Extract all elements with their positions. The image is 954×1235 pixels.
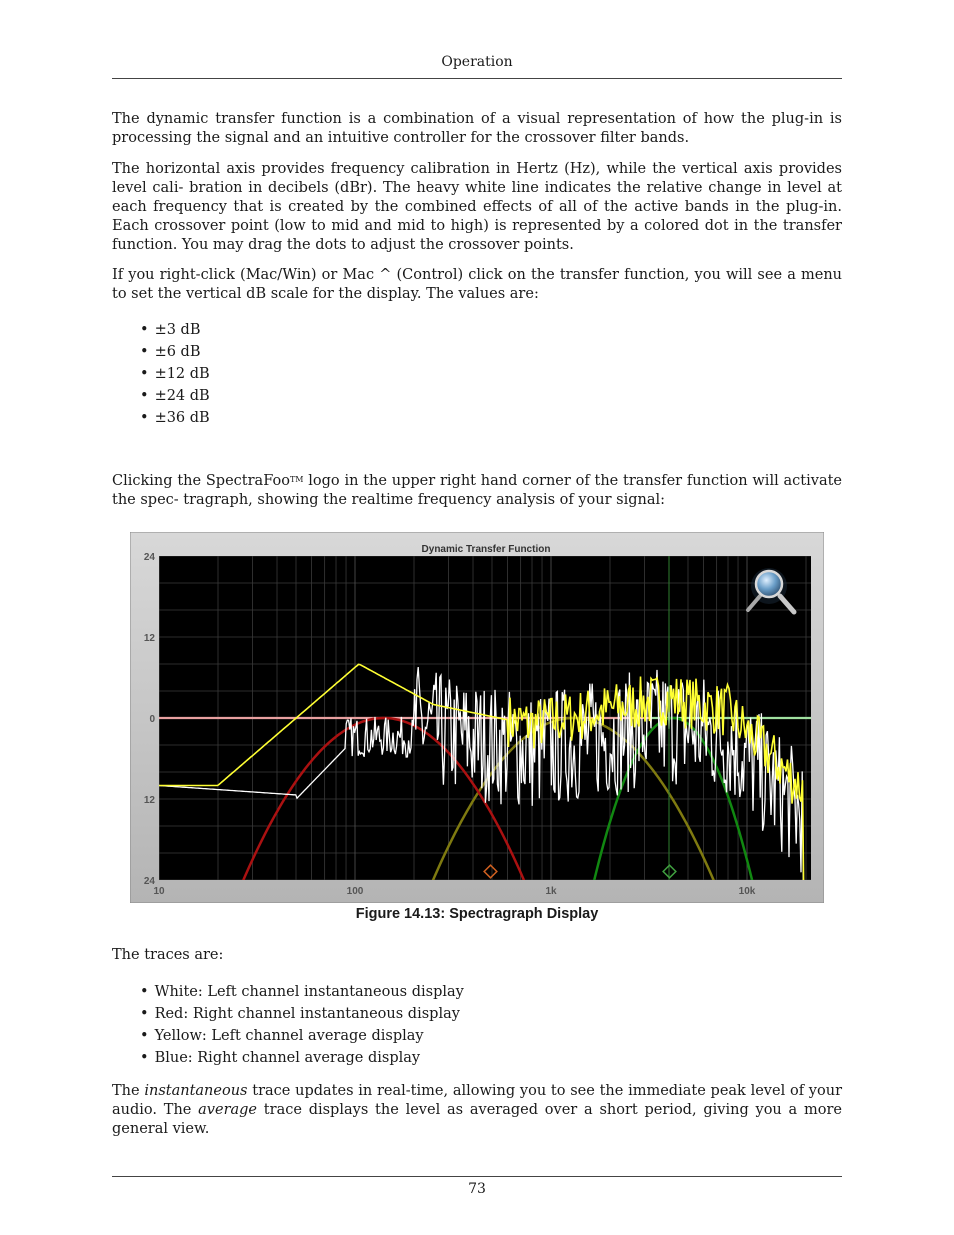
- list-item: • ±3 dB: [140, 319, 210, 341]
- paragraph-traces: The traces are:: [112, 947, 224, 963]
- list-item: • Red: Right channel instantaneous display: [140, 1003, 464, 1025]
- paragraph-spectragraph: [112, 470, 842, 510]
- x-tick-label: 10k: [738, 886, 756, 897]
- footer-rule: [112, 1176, 842, 1177]
- paragraph-intro: The dynamic transfer function is a combination of a visual representation of how the plug-in is processing the signal and an intuitive controller for the crossover filter bands.: [112, 111, 842, 146]
- header-rule: [112, 78, 842, 79]
- y-tick-label: 0: [149, 714, 155, 725]
- y-tick-label: 24: [143, 876, 155, 887]
- list-item: • Blue: Right channel average display: [140, 1047, 464, 1069]
- paragraph-trace-explain: [112, 1082, 842, 1139]
- emphasis-text: average: [198, 1102, 258, 1118]
- trace-list: [140, 981, 464, 1069]
- list-item: • White: Left channel instantaneous display: [140, 981, 464, 1003]
- page-number: 73: [468, 1181, 486, 1197]
- y-tick-label: 12: [143, 633, 155, 644]
- panel-title: Dynamic Transfer Function: [421, 544, 551, 555]
- list-item: • ±36 dB: [140, 407, 210, 429]
- paragraph-axes: The horizontal axis provides frequency calibration in Hertz (Hz), while the vertical axis provides level cali- bration in decibels (dBr). The heavy white line indicates the relative change in level at each frequency that is created by the combined effects of all of the active bands in the plug-in. Each crossover point (low to mid and mid to high) is represented by a colored dot in the transfer function. You may drag the dots to adjust the crossover points.: [112, 161, 842, 253]
- text-run: trace displays the level as averaged over a short period, giving you a more general view.: [112, 1102, 842, 1137]
- x-tick-label: 10: [153, 886, 165, 897]
- list-item: • ±24 dB: [140, 385, 210, 407]
- text-run: trace updates in real-time, allowing you to see the immediate peak level of your audio. The: [112, 1083, 843, 1118]
- list-item: • ±6 dB: [140, 341, 210, 363]
- text-run: The: [112, 1083, 145, 1099]
- paragraph-menu: If you right-click (Mac/Win) or Mac ^ (Control) click on the transfer function, you will see a menu to set the vertical dB scale for the display. The values are:: [112, 267, 842, 302]
- trademark-mark: TM: [289, 475, 304, 484]
- x-tick-label: 100: [346, 886, 364, 897]
- list-item: • Yellow: Left channel average display: [140, 1025, 464, 1047]
- running-header: Operation: [441, 54, 513, 70]
- y-tick-label: 12: [143, 795, 155, 806]
- transfer-function-display[interactable]: [130, 532, 824, 903]
- figure-caption: Figure 14.13: Spectragraph Display: [355, 906, 599, 922]
- y-tick-label: 24: [143, 552, 155, 563]
- text-run: Clicking the SpectraFoo: [112, 473, 290, 489]
- spectragraph-figure: [130, 532, 824, 903]
- db-scale-list: [140, 319, 210, 429]
- emphasis-text: instantaneous: [144, 1083, 248, 1099]
- list-item: • ±12 dB: [140, 363, 210, 385]
- x-tick-label: 1k: [545, 886, 557, 897]
- text-run: logo in the upper right hand corner of the transfer function will activate the spec- tragraph, showing the realtime frequency analysis of your signal:: [112, 473, 842, 508]
